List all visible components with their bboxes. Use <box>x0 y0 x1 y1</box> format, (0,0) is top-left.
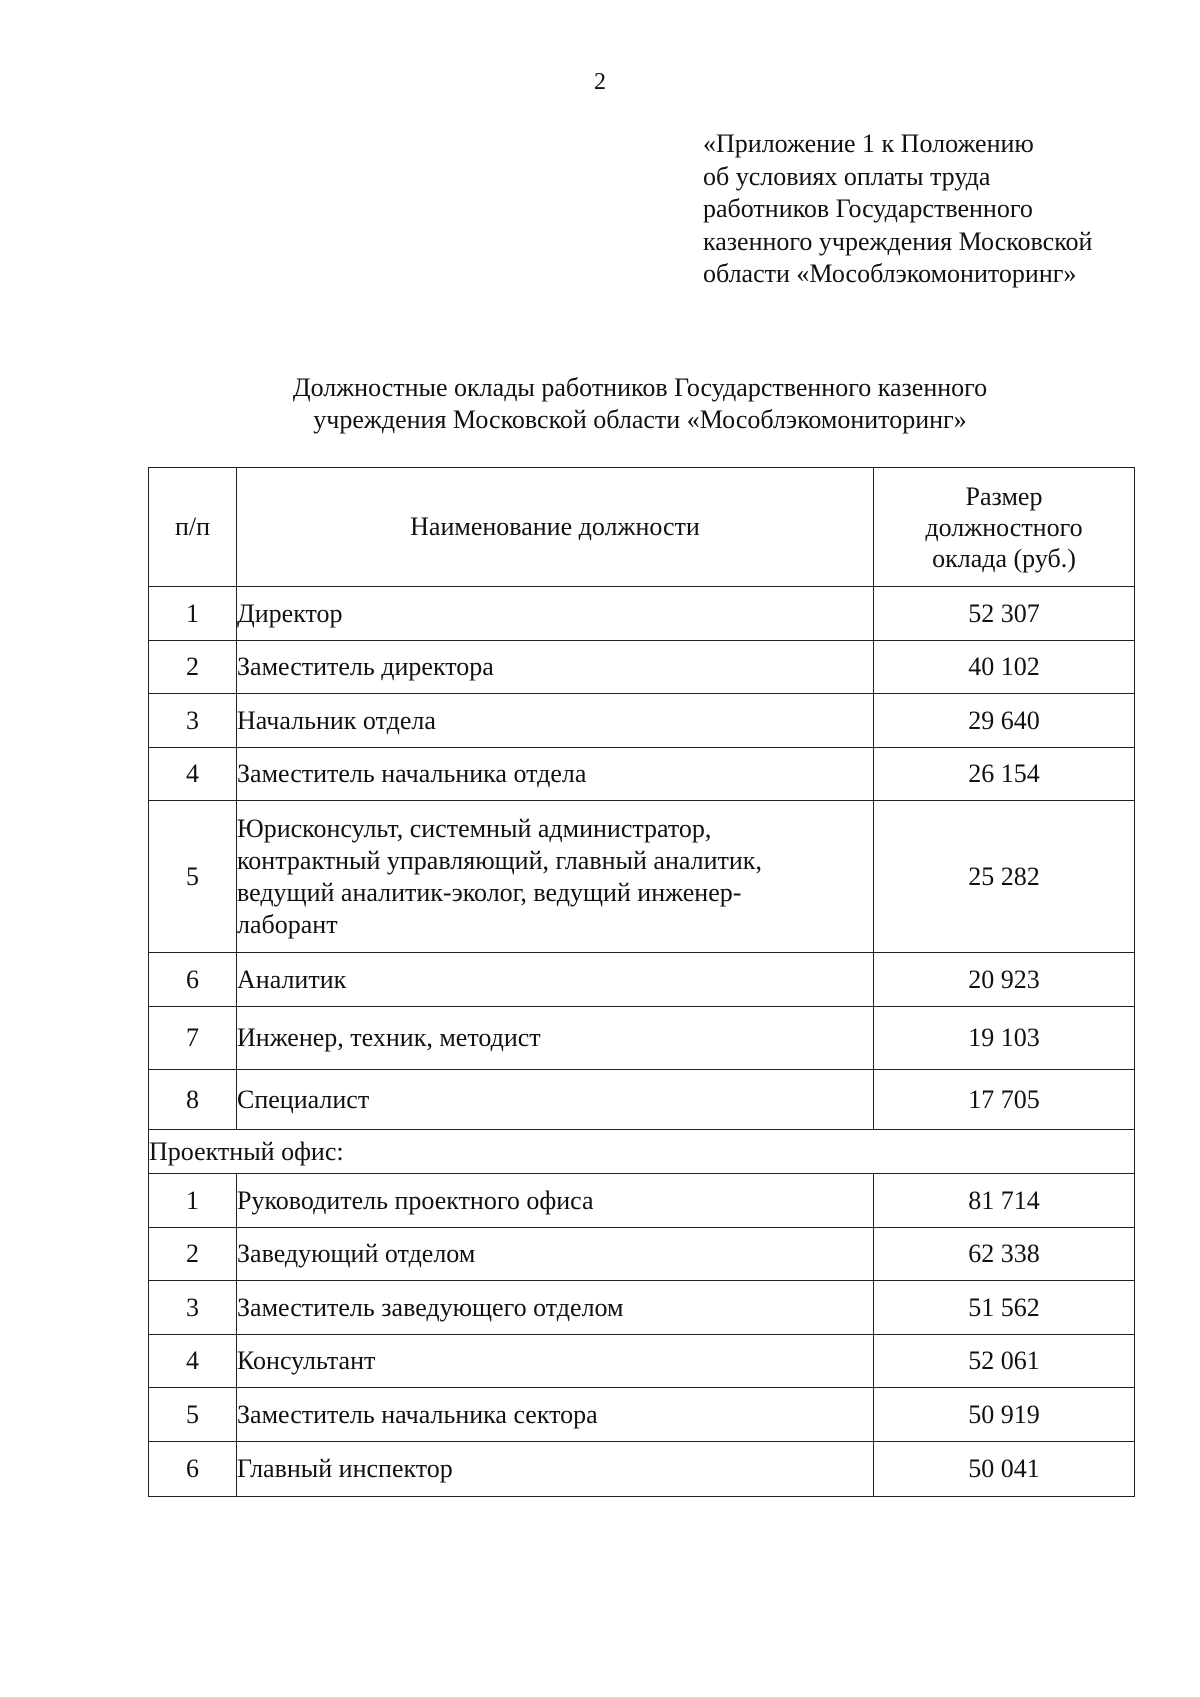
appendix-line: казенного учреждения Московской <box>703 226 1093 256</box>
page-number: 2 <box>594 69 606 95</box>
header-salary-line: Размер <box>965 481 1043 511</box>
table-row <box>149 1228 1135 1281</box>
position-name-line: Юрисконсульт, системный администратор, <box>237 813 712 843</box>
position-name <box>237 641 874 694</box>
header-position-name: Наименование должности <box>237 468 874 587</box>
position-name-line: ведущий аналитик-эколог, ведущий инженер- <box>237 877 742 907</box>
table-row <box>149 1007 1135 1070</box>
row-number: 6 <box>149 953 237 1007</box>
table-row <box>149 641 1135 694</box>
position-name <box>237 1007 874 1070</box>
row-number: 4 <box>149 748 237 801</box>
row-number: 8 <box>149 1070 237 1130</box>
position-name-line: контрактный управляющий, главный аналитик, <box>237 845 762 875</box>
header-salary <box>874 468 1135 587</box>
position-name-line: Консультант <box>237 1346 376 1375</box>
document-title-line: учреждения Московской области «Мособлэкомониторинг» <box>313 405 967 434</box>
salary-value: 52 307 <box>874 587 1135 641</box>
position-name <box>237 1174 874 1228</box>
appendix-line: работников Государственного <box>703 194 1033 223</box>
position-name-line: лаборант <box>237 909 338 939</box>
position-name <box>237 1070 874 1130</box>
row-number: 6 <box>149 1442 237 1497</box>
position-name <box>237 694 874 748</box>
table-row <box>149 1442 1135 1497</box>
salary-value: 17 705 <box>874 1070 1135 1130</box>
salary-value: 29 640 <box>874 694 1135 748</box>
row-number: 2 <box>149 641 237 694</box>
position-name-line: Главный инспектор <box>237 1454 453 1483</box>
table-row <box>149 1070 1135 1130</box>
position-name <box>237 1228 874 1281</box>
position-name-line: Заведующий отделом <box>237 1239 476 1268</box>
salary-table <box>148 467 1135 1497</box>
row-number: 3 <box>149 1281 237 1335</box>
table-row <box>149 587 1135 641</box>
position-name-line: Руководитель проектного офиса <box>237 1185 594 1215</box>
position-name-line: Аналитик <box>237 964 347 994</box>
position-name <box>237 1388 874 1442</box>
table-row <box>149 801 1135 953</box>
table-header-row <box>149 468 1135 587</box>
salary-value: 20 923 <box>874 953 1135 1007</box>
appendix-line: области «Мособлэкомониторинг» <box>703 259 1077 288</box>
row-number: 4 <box>149 1335 237 1388</box>
salary-value: 26 154 <box>874 748 1135 801</box>
row-number: 5 <box>149 1388 237 1442</box>
appendix-line: об условиях оплаты труда <box>703 161 991 191</box>
salary-value: 50 041 <box>874 1442 1135 1497</box>
position-name <box>237 953 874 1007</box>
section-title: Проектный офис: <box>149 1130 1135 1174</box>
position-name-line: Заместитель директора <box>237 652 494 681</box>
position-name-line: Инженер, техник, методист <box>237 1023 541 1052</box>
position-name-line: Заместитель начальника отдела <box>237 759 587 788</box>
salary-value: 25 282 <box>874 801 1135 953</box>
row-number: 7 <box>149 1007 237 1070</box>
salary-value: 52 061 <box>874 1335 1135 1388</box>
row-number: 2 <box>149 1228 237 1281</box>
salary-value: 51 562 <box>874 1281 1135 1335</box>
salary-value: 62 338 <box>874 1228 1135 1281</box>
salary-value: 40 102 <box>874 641 1135 694</box>
position-name <box>237 801 874 953</box>
position-name <box>237 748 874 801</box>
position-name <box>237 587 874 641</box>
header-number: п/п <box>149 468 237 587</box>
document-title-line: Должностные оклады работников Государственного казенного <box>292 373 988 402</box>
position-name-line: Специалист <box>237 1084 370 1114</box>
table-row <box>149 694 1135 748</box>
row-number: 3 <box>149 694 237 748</box>
document-title <box>0 372 1200 436</box>
row-number: 1 <box>149 1174 237 1228</box>
salary-value: 19 103 <box>874 1007 1135 1070</box>
position-name-line: Директор <box>237 598 343 628</box>
position-name-line: Заместитель начальника сектора <box>237 1399 598 1429</box>
table-row <box>149 1388 1135 1442</box>
table-row <box>149 953 1135 1007</box>
section-row <box>149 1130 1135 1174</box>
position-name-line: Начальник отдела <box>237 705 436 735</box>
header-salary-line: оклада (руб.) <box>932 543 1076 573</box>
position-name <box>237 1335 874 1388</box>
salary-value: 50 919 <box>874 1388 1135 1442</box>
header-salary-line: должностного <box>925 512 1083 542</box>
position-name-line: Заместитель заведующего отделом <box>237 1292 624 1322</box>
salary-value: 81 714 <box>874 1174 1135 1228</box>
row-number: 1 <box>149 587 237 641</box>
table-row <box>149 1281 1135 1335</box>
position-name <box>237 1281 874 1335</box>
appendix-line: «Приложение 1 к Положению <box>703 129 1034 158</box>
salary-table-body <box>149 468 1135 1497</box>
table-row <box>149 1174 1135 1228</box>
table-row <box>149 748 1135 801</box>
row-number: 5 <box>149 801 237 953</box>
position-name <box>237 1442 874 1497</box>
table-row <box>149 1335 1135 1388</box>
appendix-note <box>703 128 1092 291</box>
